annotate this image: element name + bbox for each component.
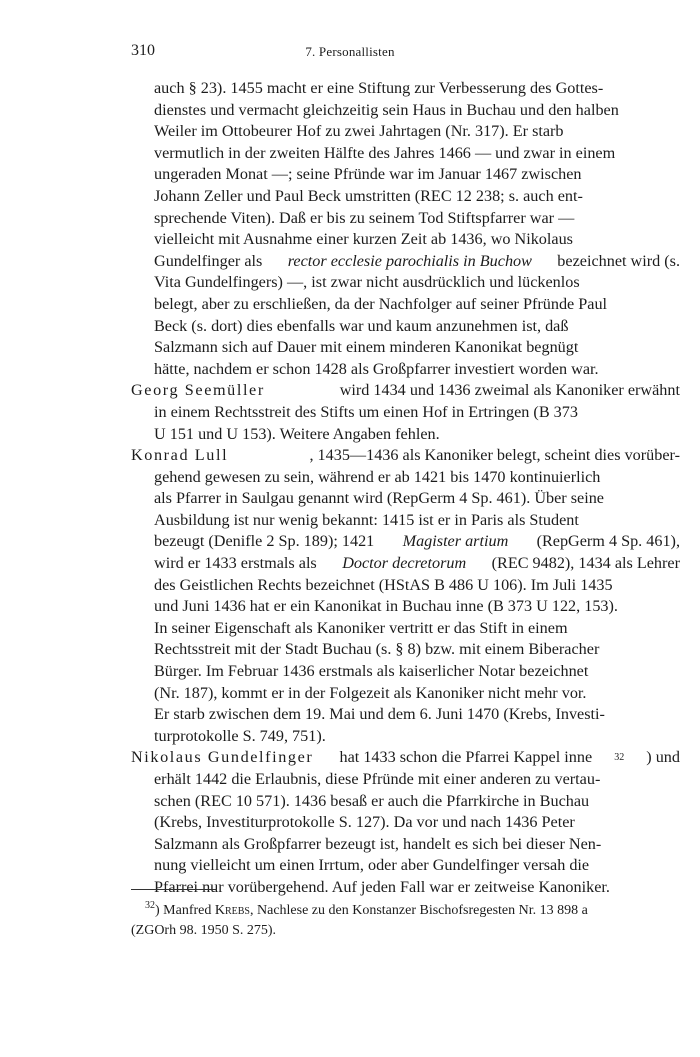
text-run: vermutlich in der zweiten Hälfte des Jahres 1466 — und zwar in einem [154, 143, 616, 162]
text-run: U 151 und U 153). Weitere Angaben fehlen. [154, 424, 440, 443]
text-line [131, 726, 680, 748]
person-name: Konrad Lull [131, 446, 229, 465]
text-run: sprechende Viten). Daß er bis zu seinem Tod Stiftspfarrer war — [154, 208, 575, 227]
footnote-line: $^{32}$) Manfred Krebs, Nachlese zu den Konstanzer Bischofsregesten Nr. 13 898 a [145, 900, 588, 918]
text-run: ) und [646, 748, 680, 767]
text-run: wird 1434 und 1436 zweimal als Kanoniker erwähnt [335, 381, 680, 400]
text-run: bezeichnet wird (s. [553, 251, 680, 270]
text-line [131, 316, 680, 338]
text-run: turprotokolle S. 749, 751). [154, 726, 326, 745]
footnote-author: Krebs [214, 903, 250, 918]
text-line [131, 769, 680, 791]
text-run: Pfarrei nur vorübergehend. Auf jeden Fall war er zeitweise Kanoniker. [154, 877, 610, 896]
text-run: Rechtsstreit mit der Stadt Buchau (s. § 8) bzw. mit einem Biberacher [154, 640, 600, 659]
footnote-number: 32 [145, 900, 155, 911]
text-run: vielleicht mit Ausnahme einer kurzen Zeit ab 1436, wo Nikolaus [154, 230, 573, 249]
text-line [131, 834, 680, 856]
text-run: hat 1433 schon die Pfarrei Kappel inne [335, 748, 593, 767]
text-line [131, 229, 680, 251]
text-run: und Juni 1436 hat er ein Kanonikat in Buchau inne (B 373 U 122, 153). [154, 597, 618, 616]
text-line [131, 704, 680, 726]
body-text [131, 78, 680, 899]
text-line [131, 531, 680, 553]
latin-term: Magister artium [402, 532, 509, 551]
text-run: Salzmann als Großpfarrer bezeugt ist, handelt es sich bei dieser Nen- [154, 834, 602, 853]
text-run: Bürger. Im Februar 1436 erstmals als kaiserlicher Notar bezeichnet [154, 662, 589, 681]
text-line [131, 424, 680, 446]
text-line [131, 121, 680, 143]
text-run: des Geistlichen Rechts bezeichnet (HStAS B 486 U 106). Im Juli 1435 [154, 575, 613, 594]
text-run: auch § 23). 1455 macht er eine Stiftung zur Verbesserung des Gottes- [154, 79, 604, 97]
text-line [131, 747, 680, 769]
text-run: nung vielleicht um einen Irrtum, oder aber Gundelfinger versah die [154, 856, 590, 875]
text-run: ungeraden Monat —; seine Pfründe war im Januar 1467 zwischen [154, 165, 582, 184]
text-line [131, 467, 680, 489]
latin-term: rector ecclesie parochialis in Buchow [287, 251, 532, 270]
text-line [131, 510, 680, 532]
text-line [131, 855, 680, 877]
text-line [131, 251, 680, 273]
footnote-ref: 32 [614, 752, 625, 764]
footnote-rule [131, 889, 217, 890]
text-run: (RepGerm 4 Sp. 461), [532, 532, 680, 551]
text-run: Beck (s. dort) dies ebenfalls war und kaum anzunehmen ist, daß [154, 316, 569, 335]
text-run: In seiner Eigenschaft als Kanoniker vertritt er das Stift in einem [154, 618, 568, 637]
text-line [131, 683, 680, 705]
text-run: belegt, aber zu erschließen, da der Nachfolger auf seiner Pfründe Paul [154, 294, 608, 313]
text-run: , 1435—1436 als Kanoniker belegt, scheint dies vorüber- [309, 446, 680, 465]
text-line [131, 186, 680, 208]
text-line [131, 639, 680, 661]
text-line [131, 791, 680, 813]
text-line [131, 380, 680, 402]
latin-term: Doctor decretorum [342, 554, 467, 573]
person-name: Georg Seemüller [131, 381, 265, 400]
text-line [131, 143, 680, 165]
text-run: in einem Rechtsstreit des Stifts um einen Hof in Ertringen (B 373 [154, 402, 578, 421]
text-line [131, 661, 680, 683]
text-line [131, 208, 680, 230]
text-line [131, 337, 680, 359]
text-line [131, 445, 680, 467]
text-run: Salzmann sich auf Dauer mit einem minderen Kanonikat begnügt [154, 338, 579, 357]
text-run: (Krebs, Investiturprotokolle S. 127). Da vor und nach 1436 Peter [154, 813, 575, 832]
text-line [131, 164, 680, 186]
text-line [131, 575, 680, 597]
text-run: (REC 9482), 1434 als Lehrer [487, 554, 680, 573]
text-run: bezeugt (Denifle 2 Sp. 189); 1421 [154, 532, 379, 551]
running-head: 7. Personallisten [305, 44, 395, 59]
text-line [131, 553, 680, 575]
text-line [131, 78, 680, 100]
text-run: Gundelfinger als [154, 251, 267, 270]
text-run: Vita Gundelfingers) —, ist zwar nicht ausdrücklich und lückenlos [154, 273, 580, 292]
text-run: Ausbildung ist nur wenig bekannt: 1415 ist er in Paris als Student [154, 510, 579, 529]
text-run: erhält 1442 die Erlaubnis, diese Pfründe mit einer anderen zu vertau- [154, 770, 601, 788]
text-run: Er starb zwischen dem 19. Mai und dem 6. Juni 1470 (Krebs, Investi- [154, 705, 605, 724]
text-run: (Nr. 187), kommt er in der Folgezeit als Kanoniker nicht mehr vor. [154, 683, 587, 702]
footnote [131, 896, 680, 941]
text-run: dienstes und vermacht gleichzeitig sein Haus in Buchau und den halben [154, 100, 619, 119]
text-line [131, 294, 680, 316]
text-run: schen (REC 10 571). 1436 besaß er auch die Pfarrkirche in Buchau [154, 791, 590, 810]
text-run: wird er 1433 erstmals als [154, 554, 321, 573]
text-run: Johann Zeller und Paul Beck umstritten (REC 12 238; s. auch ent- [154, 186, 583, 205]
person-name: Nikolaus Gundelfinger [131, 748, 314, 767]
text-run: gehend gewesen zu sein, während er ab 1421 bis 1470 kontinuierlich [154, 467, 601, 486]
text-run: als Pfarrer in Saulgau genannt wird (RepGerm 4 Sp. 461). Über seine [154, 489, 604, 508]
text-line [131, 359, 680, 381]
page-number: 310 [131, 42, 155, 59]
text-line [131, 272, 680, 294]
text-line [131, 100, 680, 122]
text-line [131, 402, 680, 424]
text-line [131, 596, 680, 618]
footnote-line: (ZGOrh 98. 1950 S. 275). [131, 923, 277, 938]
text-line [131, 812, 680, 834]
text-line [131, 618, 680, 640]
text-line [131, 488, 680, 510]
text-run: hätte, nachdem er schon 1428 als Großpfarrer investiert worden war. [154, 359, 599, 378]
text-run: Weiler im Ottobeurer Hof zu zwei Jahrtagen (Nr. 317). Er starb [154, 122, 564, 141]
